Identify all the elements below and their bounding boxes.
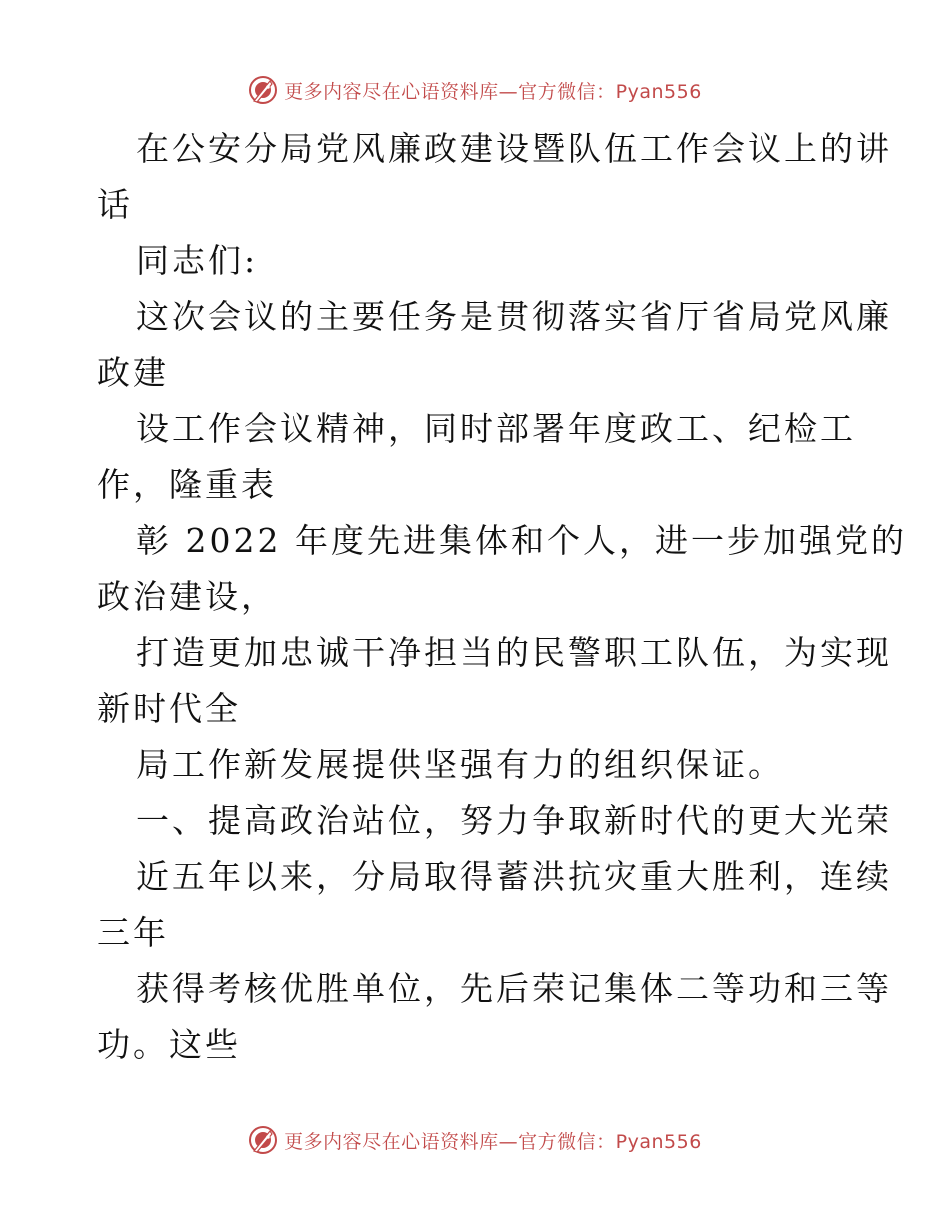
paragraph-line: 彰 2022 年度先进集体和个人，进一步加强党的 xyxy=(136,521,907,560)
paragraph-line: 局工作新发展提供坚强有力的组织保证。 xyxy=(136,745,784,784)
quill-pen-logo-icon xyxy=(248,1125,278,1155)
paragraph-line: 近五年以来，分局取得蓄洪抗灾重大胜利，连续 xyxy=(136,857,892,896)
quill-pen-logo-icon xyxy=(248,75,278,105)
paragraph-line: 政治建设， xyxy=(97,577,277,616)
watermark-text: 更多内容尽在心语资料库—官方微信：Pyan556 xyxy=(284,80,702,103)
watermark-header xyxy=(0,70,950,110)
paragraph-line: 获得考核优胜单位，先后荣记集体二等功和三等 xyxy=(136,969,892,1008)
paragraph-line: 三年 xyxy=(97,913,169,952)
paragraph-line: 这次会议的主要任务是贯彻落实省厅省局党风廉 xyxy=(136,297,892,336)
salutation: 同志们: xyxy=(136,241,259,280)
watermark-footer xyxy=(0,1120,950,1160)
document-body xyxy=(97,121,907,1073)
title-line-2: 话 xyxy=(97,185,133,224)
paragraph-line: 新时代全 xyxy=(97,689,241,728)
paragraph-line: 政建 xyxy=(97,353,169,392)
paragraph-line: 作，隆重表 xyxy=(97,465,277,504)
paragraph-line: 打造更加忠诚干净担当的民警职工队伍，为实现 xyxy=(136,633,892,672)
paragraph-line: 设工作会议精神，同时部署年度政工、纪检工 xyxy=(136,409,856,448)
paragraph-line: 功。这些 xyxy=(97,1025,241,1064)
section-heading: 一、提高政治站位，努力争取新时代的更大光荣 xyxy=(136,801,892,840)
title-line-1: 在公安分局党风廉政建设暨队伍工作会议上的讲 xyxy=(136,129,892,168)
watermark-text: 更多内容尽在心语资料库—官方微信：Pyan556 xyxy=(284,1130,702,1153)
